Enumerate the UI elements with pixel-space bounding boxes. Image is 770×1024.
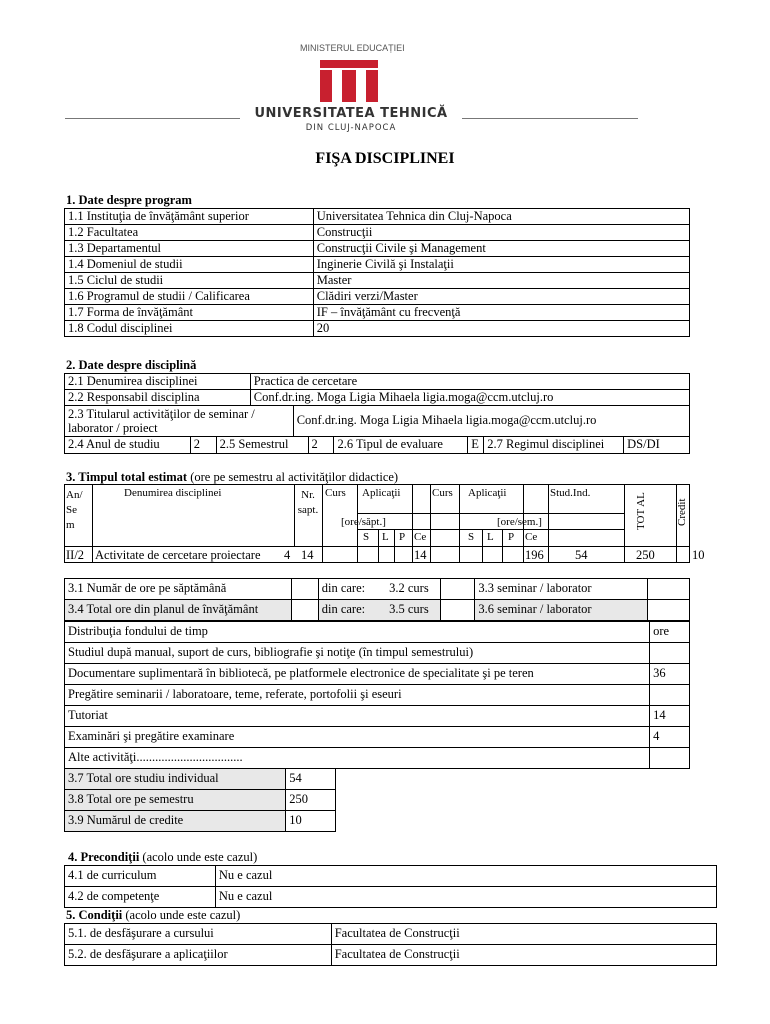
- program-value: Universitatea Tehnica din Cluj-Napoca: [313, 209, 689, 225]
- year-label: 2.4 Anul de studiu: [65, 437, 191, 454]
- row-nr: 4: [284, 548, 291, 562]
- col-line: [322, 484, 323, 563]
- discipline-table-a: [64, 373, 690, 406]
- preconditions-table: [64, 865, 717, 908]
- col-line: [459, 484, 460, 563]
- row-ce2: 196: [525, 548, 544, 562]
- precondition-label: 4.1 de curriculum: [65, 866, 216, 887]
- sub-l-2: L: [487, 531, 494, 543]
- total-seminar: 3.6 seminar / laborator: [475, 600, 648, 621]
- ministry-label: MINISTERUL EDUCAȚIEI: [300, 43, 405, 53]
- precondition-value: Nu e cazul: [215, 866, 716, 887]
- activity-label: Pregătire seminarii / laboratoare, teme, referate, portofolii şi eseuri: [65, 685, 650, 706]
- program-value: Construcţii Civile şi Management: [313, 241, 689, 257]
- activity-value: 36: [650, 664, 690, 685]
- discipline-table-c: [64, 436, 690, 454]
- semester-value: 2: [308, 437, 334, 454]
- col-nr-1: Nr.: [301, 489, 315, 501]
- titular-value: Conf.dr.ing. Moga Ligia Mihaela ligia.moga@ccm.utcluj.ro: [293, 406, 689, 437]
- weekly-hours-value: [291, 579, 318, 600]
- total-dincare: din care:: [318, 600, 386, 621]
- condition-value: Facultatea de Construcţii: [331, 945, 716, 966]
- col-an-1: An/: [66, 489, 83, 501]
- hours-summary-table: [64, 578, 690, 621]
- discipline-name-label: 2.1 Denumirea disciplinei: [65, 374, 251, 390]
- condition-label: 5.2. de desfăşurare a aplicaţiilor: [65, 945, 332, 966]
- program-value: Clădiri verzi/Master: [313, 289, 689, 305]
- precondition-label: 4.2 de competenţe: [65, 887, 216, 908]
- distribution-unit: ore: [650, 622, 690, 643]
- col-aplicatii-header: Aplicaţii: [362, 487, 401, 499]
- responsible-value: Conf.dr.ing. Moga Ligia Mihaela ligia.moga@ccm.utcluj.ro: [250, 390, 689, 406]
- program-label: 1.7 Forma de învăţământ: [65, 305, 314, 321]
- col-curs2-header: Curs: [432, 487, 453, 499]
- program-value: IF – învăţământ cu frecvenţă: [313, 305, 689, 321]
- program-label: 1.5 Ciclul de studii: [65, 273, 314, 289]
- col-an-header: [66, 488, 83, 533]
- regime-label: 2.7 Regimul disciplinei: [484, 437, 624, 454]
- distribution-label: Distribuţia fondului de timp: [65, 622, 650, 643]
- semester-label: 2.5 Semestrul: [216, 437, 308, 454]
- credits-label: 3.9 Numărul de credite: [65, 811, 286, 832]
- university-logo: [318, 58, 380, 104]
- conditions-table: [64, 923, 717, 966]
- row-total: 250: [636, 548, 655, 562]
- evaluation-value: E: [468, 437, 484, 454]
- weekly-seminar: 3.3 seminar / laborator: [475, 579, 648, 600]
- section3-heading: [66, 471, 398, 484]
- section5-heading-rest: (acolo unde este cazul): [125, 908, 241, 922]
- total-individual-label: 3.7 Total ore studiu individual: [65, 769, 286, 790]
- header-rule-right: [462, 118, 638, 119]
- program-value: Inginerie Civilă şi Instalaţii: [313, 257, 689, 273]
- total-semester-value: 250: [286, 790, 336, 811]
- sub-s-2: S: [468, 531, 475, 543]
- section4-heading-rest: (acolo unde este cazul): [142, 850, 258, 864]
- activity-label: Studiul după manual, suport de curs, bibliografie şi notiţe (în timpul semestrului): [65, 643, 650, 664]
- col-line: [92, 484, 93, 563]
- condition-value: Facultatea de Construcţii: [331, 924, 716, 945]
- col-line: [548, 484, 549, 563]
- titular-label-line2: laborator / proiect: [68, 421, 158, 435]
- sub-l-1: L: [382, 531, 389, 543]
- row-sapt: 14: [301, 548, 314, 562]
- program-value: 20: [313, 321, 689, 337]
- total-semester-label: 3.8 Total ore pe semestru: [65, 790, 286, 811]
- row-an: II/2: [66, 548, 85, 562]
- activity-label: Documentare suplimentară în bibliotecă, pe platformele electronice de specialitate şi pe teren: [65, 664, 650, 685]
- col-nr-2: sapt.: [297, 503, 319, 516]
- section4-heading: [68, 851, 257, 864]
- header-rule-left: [65, 118, 240, 119]
- col-credit-header: Credit: [676, 498, 688, 526]
- col-nr-header: [294, 488, 322, 518]
- section3-heading-bold: 3. Timpul total estimat: [66, 470, 188, 484]
- activity-label: Alte activităţi..................................: [65, 748, 650, 769]
- ore-sapt-label: [ore/săpt.]: [341, 516, 386, 528]
- col-aplicatii2-header: Aplicaţii: [468, 487, 507, 499]
- activity-value: 14: [650, 706, 690, 727]
- sub-p-2: P: [508, 531, 515, 543]
- weekly-curs-value: [440, 579, 475, 600]
- total-curs-value: [440, 600, 475, 621]
- weekly-curs: 3.2 curs: [386, 579, 440, 600]
- activity-label: Examinări şi pregătire examinare: [65, 727, 650, 748]
- row-stud: 54: [575, 548, 588, 562]
- total-hours-value: [291, 600, 318, 621]
- section4-heading-bold: 4. Precondiţii: [68, 850, 140, 864]
- weekly-dincare: din care:: [318, 579, 386, 600]
- program-label: 1.6 Programul de studii / Calificarea: [65, 289, 314, 305]
- program-value: Construcţii: [313, 225, 689, 241]
- section5-heading-bold: 5. Condiţii: [66, 908, 123, 922]
- program-label: 1.4 Domeniul de studii: [65, 257, 314, 273]
- program-label: 1.3 Departamentul: [65, 241, 314, 257]
- row-credit: 10: [692, 548, 705, 562]
- university-name: UNIVERSITATEA TEHNICĂ: [254, 106, 448, 121]
- condition-label: 5.1. de desfăşurare a cursului: [65, 924, 332, 945]
- col-line: [430, 484, 431, 563]
- program-label: 1.2 Facultatea: [65, 225, 314, 241]
- row-name: Activitate de cercetare proiectare: [95, 548, 261, 562]
- total-seminar-value: [648, 600, 690, 621]
- col-name-header: Denumirea disciplinei: [124, 487, 222, 499]
- university-city: DIN CLUJ-NAPOCA: [305, 123, 397, 133]
- total-hours-label: 3.4 Total ore din planul de învăţământ: [65, 600, 292, 621]
- section5-heading: [66, 909, 240, 922]
- year-value: 2: [190, 437, 216, 454]
- total-curs: 3.5 curs: [386, 600, 440, 621]
- evaluation-label: 2.6 Tipul de evaluare: [334, 437, 468, 454]
- titular-label: [65, 406, 294, 437]
- activity-value: [650, 643, 690, 664]
- col-line: [624, 484, 625, 563]
- program-label: 1.8 Codul disciplinei: [65, 321, 314, 337]
- discipline-table-b: [64, 405, 690, 437]
- program-value: Master: [313, 273, 689, 289]
- discipline-name-value: Practica de cercetare: [250, 374, 689, 390]
- col-total-header: TOT AL: [635, 492, 647, 530]
- time-table: [64, 484, 705, 563]
- titular-label-line1: 2.3 Titularul activităţilor de seminar /: [68, 406, 255, 421]
- activity-label: Tutoriat: [65, 706, 650, 727]
- page-title: FIŞA DISCIPLINEI: [315, 150, 455, 167]
- sub-ce-1: Ce: [414, 531, 427, 543]
- col-an-3: m: [66, 518, 75, 531]
- activity-value: 4: [650, 727, 690, 748]
- total-individual-value: 54: [286, 769, 336, 790]
- col-line: [412, 484, 413, 563]
- program-label: 1.1 Instituţia de învăţământ superior: [65, 209, 314, 225]
- weekly-hours-label: 3.1 Număr de ore pe săptămână: [65, 579, 292, 600]
- sub-ce-2: Ce: [525, 531, 538, 543]
- section1-heading: 1. Date despre program: [66, 193, 192, 207]
- responsible-label: 2.2 Responsabil disciplina: [65, 390, 251, 406]
- sub-s-1: S: [363, 531, 370, 543]
- activity-value: [650, 685, 690, 706]
- row-line: [357, 529, 624, 530]
- ore-sem-label: [ore/sem.]: [497, 516, 542, 528]
- row-ce1: 14: [414, 548, 427, 562]
- program-table: [64, 208, 690, 337]
- section2-heading: 2. Date despre disciplină: [66, 358, 197, 372]
- row-line: [64, 546, 690, 547]
- col-stud-header: Stud.Ind.: [550, 487, 591, 499]
- col-an-2: Se: [66, 503, 77, 516]
- activity-value: [650, 748, 690, 769]
- sub-p-1: P: [399, 531, 406, 543]
- row-line: [357, 513, 624, 514]
- credits-value: 10: [286, 811, 336, 832]
- weekly-seminar-value: [648, 579, 690, 600]
- section3-heading-rest: (ore pe semestru al activităţilor didactice): [190, 470, 399, 484]
- totals-table: [64, 768, 336, 832]
- time-distribution-table: [64, 621, 690, 769]
- col-curs-header: Curs: [325, 487, 346, 499]
- precondition-value: Nu e cazul: [215, 887, 716, 908]
- regime-value: DS/DI: [624, 437, 690, 454]
